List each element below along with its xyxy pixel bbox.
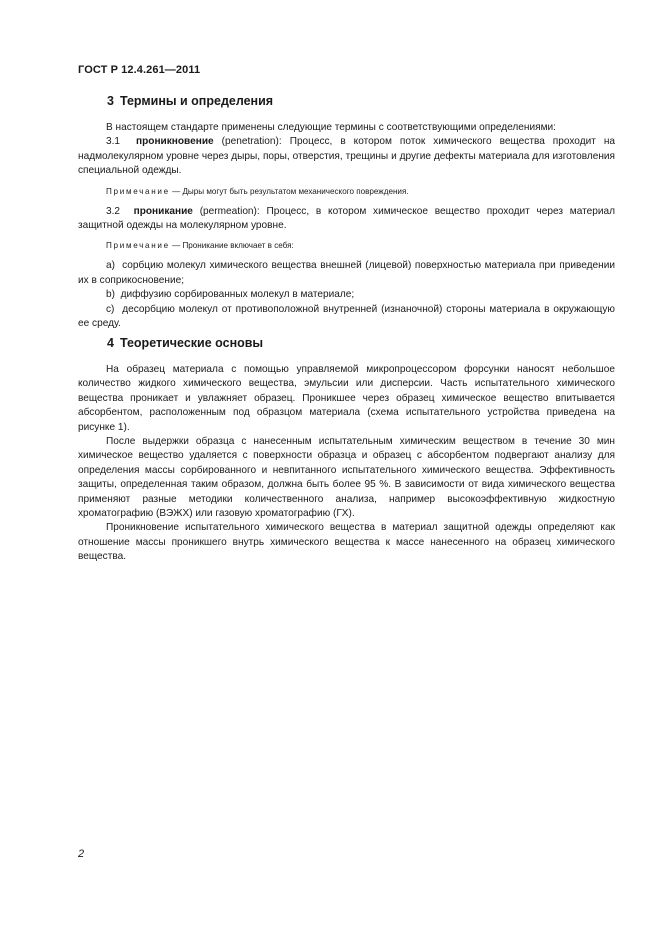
- list-item-marker: b): [106, 289, 115, 301]
- section-4-number: 4: [107, 336, 114, 350]
- note-2-label: Примечание: [106, 241, 170, 251]
- term-3-1-english: (penetration):: [221, 136, 282, 148]
- list-item-marker: c): [106, 303, 115, 315]
- note-1-text: — Дыры могут быть результатом механического повреждения.: [172, 186, 409, 196]
- standard-id: ГОСТ Р 12.4.261—2011: [78, 64, 201, 76]
- section-3-heading: [107, 94, 273, 108]
- section-4-paragraph: На образец материала с помощью управляемой микропроцессором форсунки наносят небольшое количество жидкого химического вещества, эмульсии или дисперсии. Часть испытательного химического вещества проникает и увлажняет образец. Проникшее через образец химическое вещество впитывается абсорбентом, расположенным под образцом материала (схема испытательного устройства приведена на рисунке 1).: [78, 364, 615, 433]
- term-3-2-number: 3.2: [106, 205, 121, 217]
- note-1-label: Примечание: [106, 186, 170, 196]
- section-4-title: Теоретические основы: [119, 336, 264, 350]
- section-4-body: [78, 363, 615, 565]
- section-3-title: Термины и определения: [119, 94, 274, 108]
- note-2: [78, 240, 615, 252]
- term-3-1-number: 3.1: [106, 136, 121, 148]
- list-item: [78, 288, 615, 302]
- term-3-1-term: проникновение: [136, 136, 214, 148]
- note-2-text: — Проникание включает в себя:: [172, 241, 294, 251]
- list-item-text: сорбцию молекул химического вещества внешней (лицевой) поверхностью материала при приведении их в соприкосновение;: [78, 260, 616, 286]
- section-4-heading: [107, 336, 263, 350]
- term-3-1: [78, 135, 615, 178]
- term-3-2-definition: Процесс, в котором химическое вещество проходит через материал защитной одежды на молекулярном уровне.: [78, 205, 616, 232]
- term-3-2: [78, 205, 615, 234]
- term-3-2-term: проникание: [133, 205, 193, 217]
- section-4-paragraph: Проникновение испытательного химического вещества в материал защитной одежды определяют как отношение массы проникшего внутрь химического вещества к массе нанесенного на образец химического вещества.: [78, 522, 615, 563]
- list-item: [78, 259, 615, 288]
- list-item: [78, 303, 615, 332]
- term-3-1-definition: Процесс, в котором поток химического вещества проходит на надмолекулярном уровне через дыры, поры, отверстия, трещины и другие дефекты материала для изготовления специальной одежды.: [78, 136, 616, 177]
- section-4-paragraph: После выдержки образца с нанесенным испытательным химическим веществом в течение 30 мин химическое вещество удаляется с поверхности образца и образец с абсорбентом подвергают анализу для определения массы сорбированного и невпитанного испытательного химического вещества. Эффективность защиты, определенная таким образом, должна быть более 95 %. В зависимости от вида химического вещества применяют разные методики количественного анализа, например высокоэффективную жидкостную хроматографию (ВЭЖХ) или газовую хроматографию (ГХ).: [78, 436, 615, 520]
- page-number: 2: [78, 848, 85, 860]
- section-3-intro: В настоящем стандарте применены следующие термины с соответствующими определениями:: [106, 122, 556, 133]
- note-1: [78, 186, 615, 198]
- section-3-body: [78, 121, 615, 331]
- list-item-text: диффузию сорбированных молекул в материале;: [120, 289, 355, 301]
- term-3-2-english: (permeation):: [199, 205, 260, 217]
- list-item-text: десорбцию молекул от противоположной внутренней (изнаночной) стороны материала в окружающую ее среду.: [78, 303, 615, 330]
- section-3-number: 3: [107, 94, 114, 108]
- list-item-marker: a): [106, 260, 115, 272]
